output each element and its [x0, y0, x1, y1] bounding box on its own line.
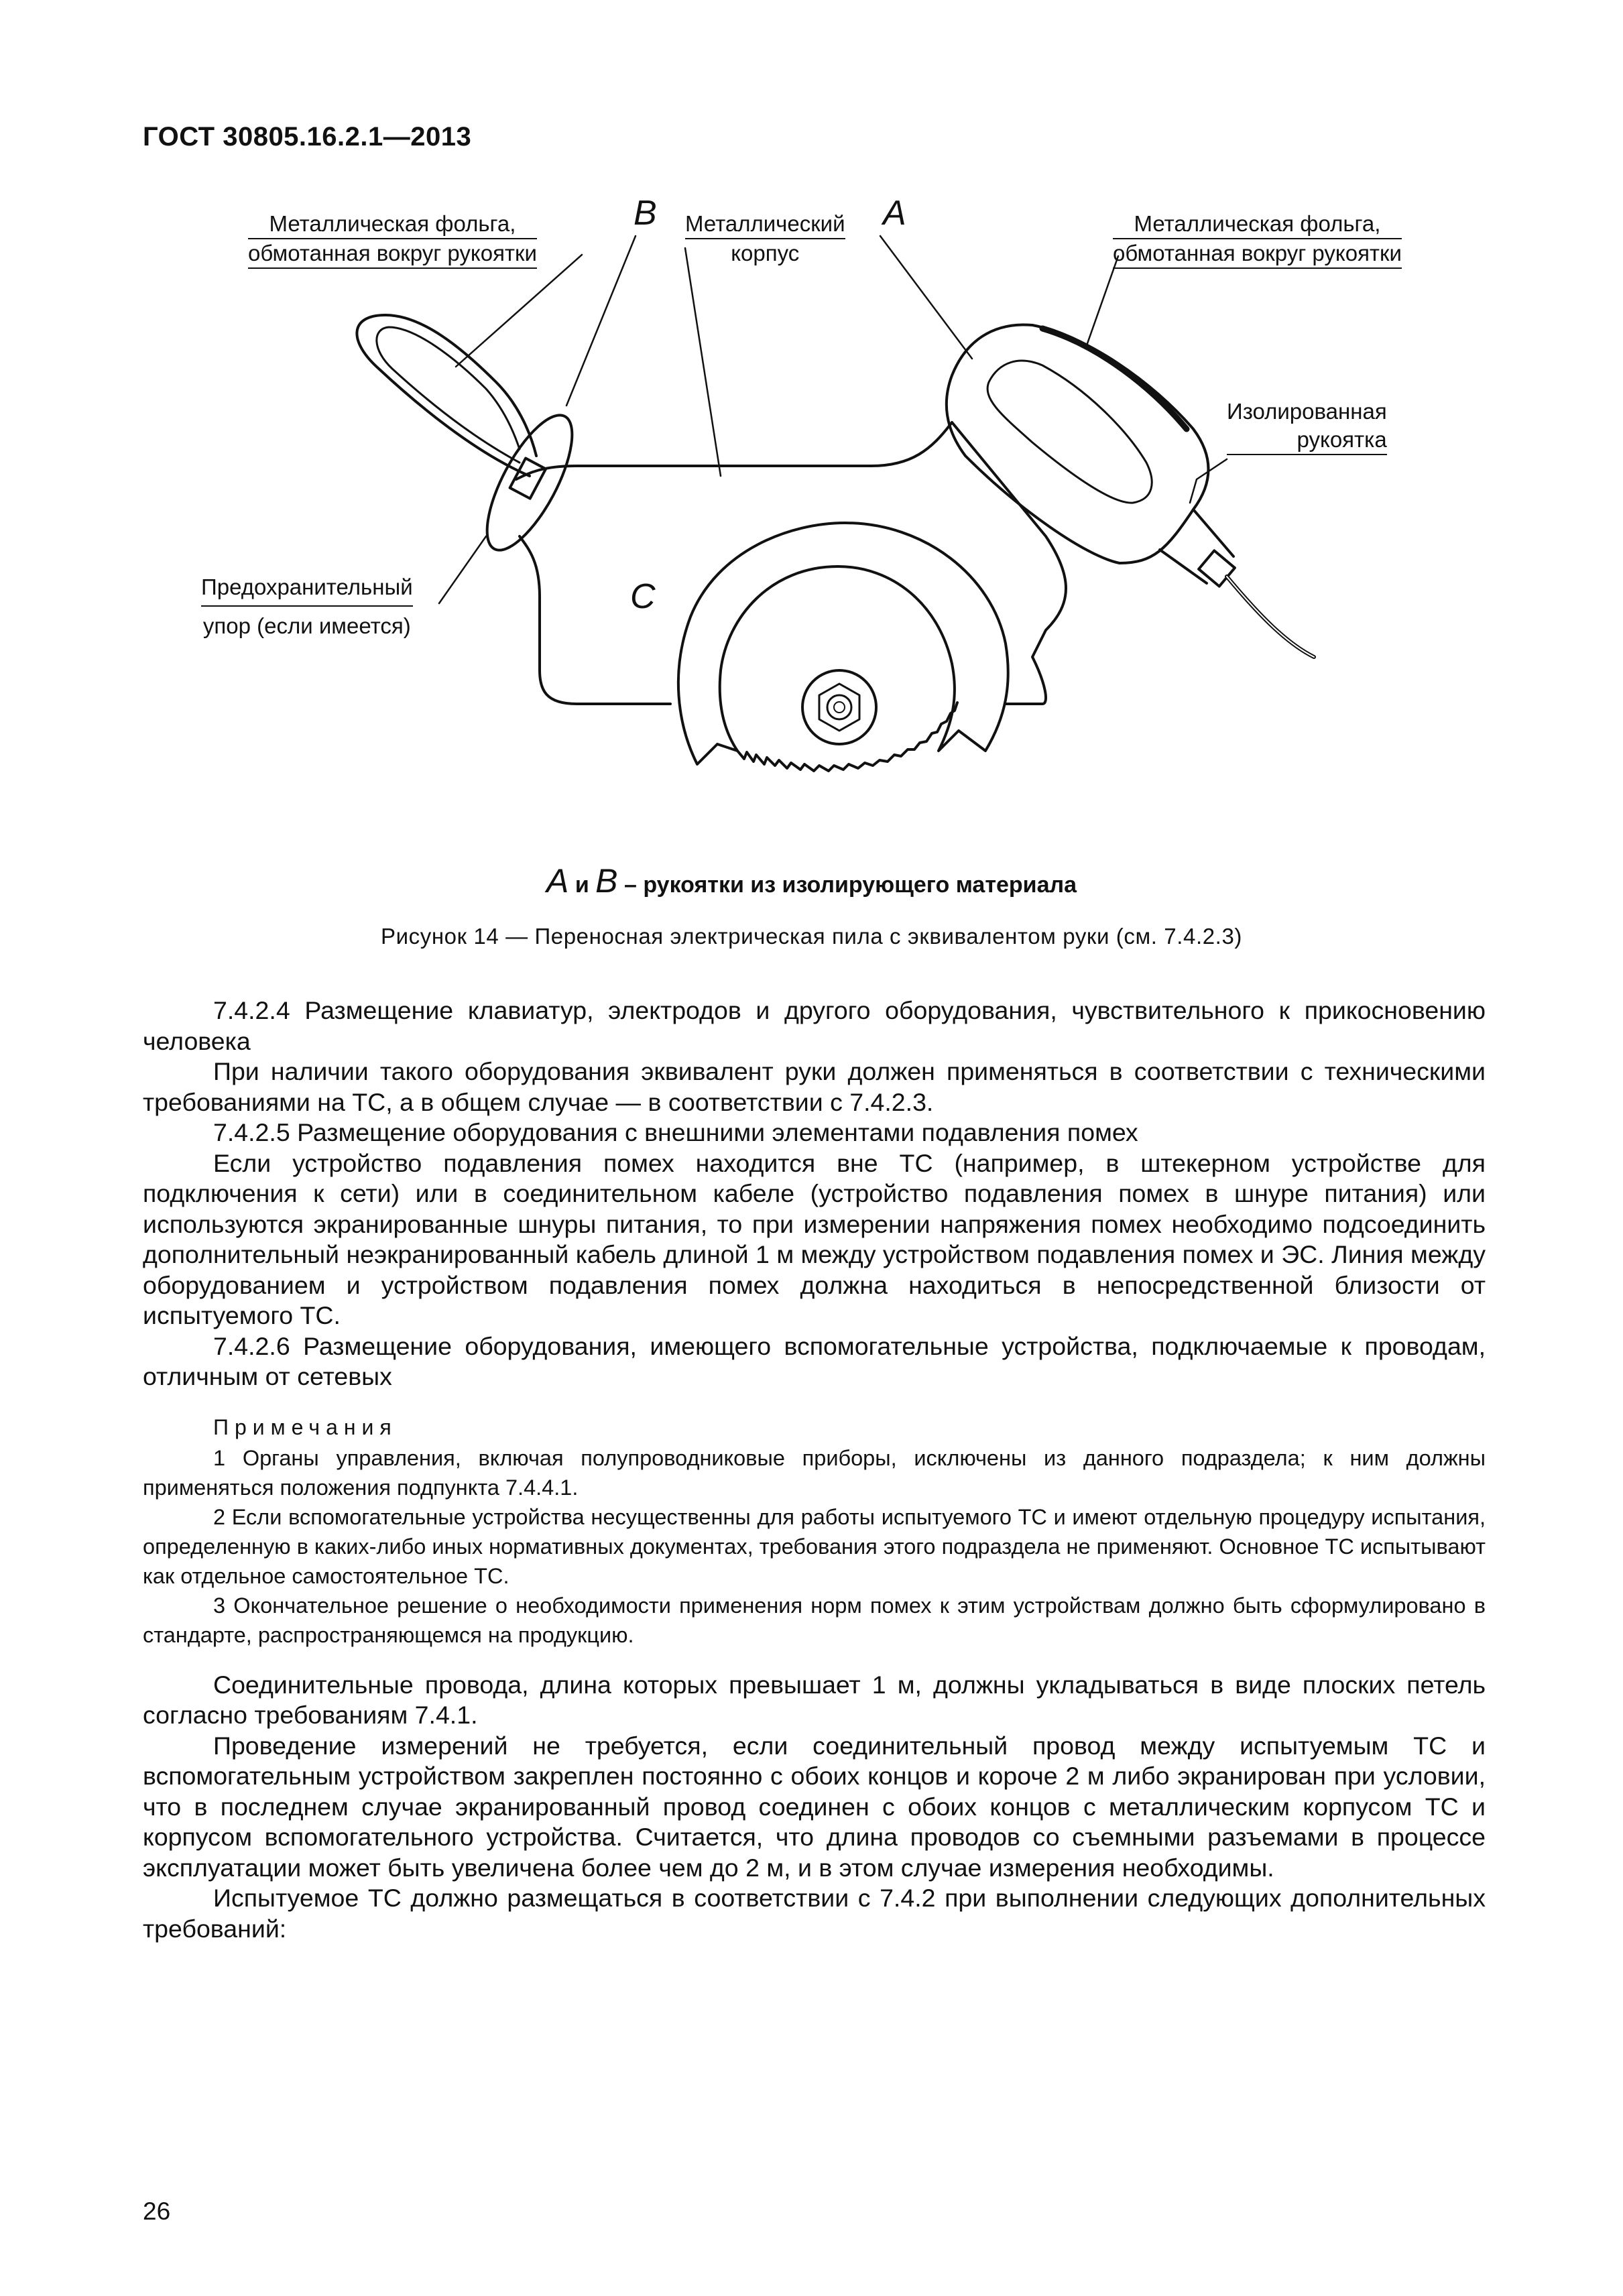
leader-b: [566, 236, 636, 406]
body-text: [143, 995, 1486, 1944]
saw-body-outline: [516, 422, 1066, 704]
hub-center: [827, 695, 851, 719]
saw-teeth: [737, 703, 957, 771]
note-1: 1 Органы управления, включая полупроводниковые приборы, исключены из данного подраздела; к ним должны применяться положения подпункта 7.4.4.1.: [143, 1445, 1486, 1500]
label-foil-right: [1113, 210, 1402, 269]
notes-title: Примечания: [213, 1414, 398, 1439]
label-metal-case-line1: Металлический: [685, 210, 845, 239]
hub-nut: [819, 684, 859, 731]
legend-letter-a: A: [546, 862, 569, 900]
saw-drawing: [0, 174, 1623, 918]
leader-lines: [439, 236, 1227, 603]
label-foil-left: [248, 210, 537, 269]
leader-foil-left: [456, 255, 582, 367]
figure-legend: [0, 861, 1623, 900]
legend-letter-b: B: [595, 862, 618, 900]
label-letter-a: A: [883, 194, 906, 233]
paragraph-7-4-2-4: 7.4.2.4 Размещение клавиатур, электродов и другого оборудования, чувствительного к прикосновению человека: [143, 996, 1486, 1055]
label-foil-left-line1: Металлическая фольга,: [248, 210, 537, 239]
label-insulated-handle: [1227, 398, 1387, 455]
label-metal-case: [685, 210, 845, 267]
label-letter-c: C: [630, 577, 656, 616]
label-metal-case-line2: корпус: [731, 241, 800, 265]
blade-hub: [802, 670, 876, 744]
leader-a: [880, 236, 972, 359]
label-foil-left-line2: обмотанная вокруг рукоятки: [248, 239, 537, 269]
page-number: 26: [143, 2197, 171, 2225]
paragraph: Испытуемое ТС должно размещаться в соответствии с 7.4.2 при выполнении следующих дополнительных требований:: [143, 1884, 1486, 1943]
paragraph-7-4-2-5: 7.4.2.5 Размещение оборудования с внешними элементами подавления помех: [213, 1118, 1138, 1146]
label-insulated-line2: рукоятка: [1227, 426, 1387, 455]
label-letter-b: B: [634, 194, 657, 233]
hub-center-inner: [834, 702, 845, 713]
guard-clamp: [510, 459, 546, 499]
rear-handle-inner: [377, 327, 520, 463]
handle-tail: [1160, 509, 1234, 583]
paragraph: Если устройство подавления помех находится вне ТС (например, в штекерном устройстве для подключения к сети) или в соединительном кабеле (устройство подавления помех в шнуре питания) или используются экранированные шнуры питания, то при измерении напряжения помех необходимо подсоединить дополнительный неэкранированный кабель длиной 1 м между устройством подавления помех и ЭС. Линия между оборудованием и устройством подавления помех должна находиться в непосредственной близости от испытуемого ТС.: [143, 1148, 1486, 1329]
leader-foil-right: [1086, 256, 1118, 347]
label-safety-guard: [201, 573, 413, 640]
paragraph: Проведение измерений не требуется, если соединительный провод между испытуемым ТС и вспомогательным устройством закреплен постоянно с обоих концов и короче 2 м либо экранирован при условии, что в последнем случае экранированный провод соединен с обоих концов с металлическим корпусом ТС и корпусом вспомогательного устройства. Считается, что длина проводов со съемными разъемами в процессе эксплуатации может быть увеличена более чем до 2 м, и в этом случае измерения необходимы.: [143, 1731, 1486, 1882]
note-3: 3 Окончательное решение о необходимости применения норм помех к этим устройствам должно быть сформулировано в стандарте, распространяющемся на продукцию.: [143, 1593, 1486, 1647]
legend-text: – рукоятки из изолирующего материала: [617, 872, 1077, 898]
paragraph-7-4-2-6: 7.4.2.6 Размещение оборудования, имеющего вспомогательные устройства, подключаемые к проводам, отличным от сетевых: [143, 1331, 1486, 1390]
figure-14: [0, 174, 1623, 918]
rear-handle: [357, 315, 536, 476]
figure-caption: Рисунок 14 — Переносная электрическая пила с эквивалентом руки (см. 7.4.2.3): [380, 924, 1242, 949]
power-cord-inner: [1227, 577, 1314, 657]
legend-and: и: [568, 872, 596, 898]
paragraph: При наличии такого оборудования эквивалент руки должен применяться в соответствии с техническими требованиями на ТС, а в общем случае — в соответствии с 7.4.2.3.: [143, 1057, 1486, 1116]
label-foil-right-line2: обмотанная вокруг рукоятки: [1113, 239, 1402, 269]
front-handle-slot: [987, 361, 1152, 503]
note-2: 2 Если вспомогательные устройства несущественны для работы испытуемого ТС и имеют отдельную процедуру испытания, определенную в каких-либо иных нормативных документах, требования этого подраздела не применяют. Основное ТС испытывают как отдельное самостоятельное ТС.: [143, 1504, 1486, 1588]
label-insulated-line1: Изолированная: [1227, 399, 1387, 424]
leader-metal-case: [685, 248, 721, 476]
paragraph: Соединительные провода, длина которых превышает 1 м, должны укладываться в виде плоских петель согласно требованиям 7.4.1.: [143, 1670, 1486, 1729]
front-handle: [947, 324, 1209, 563]
power-cord: [1227, 577, 1314, 657]
label-guard-line2: упор (если имеется): [202, 613, 411, 638]
leader-guard: [439, 536, 486, 603]
document-header: ГОСТ 30805.16.2.1—2013: [143, 122, 472, 152]
safety-guard: [471, 404, 589, 561]
label-guard-line1: Предохранительный: [201, 573, 413, 607]
label-foil-right-line1: Металлическая фольга,: [1113, 210, 1402, 239]
